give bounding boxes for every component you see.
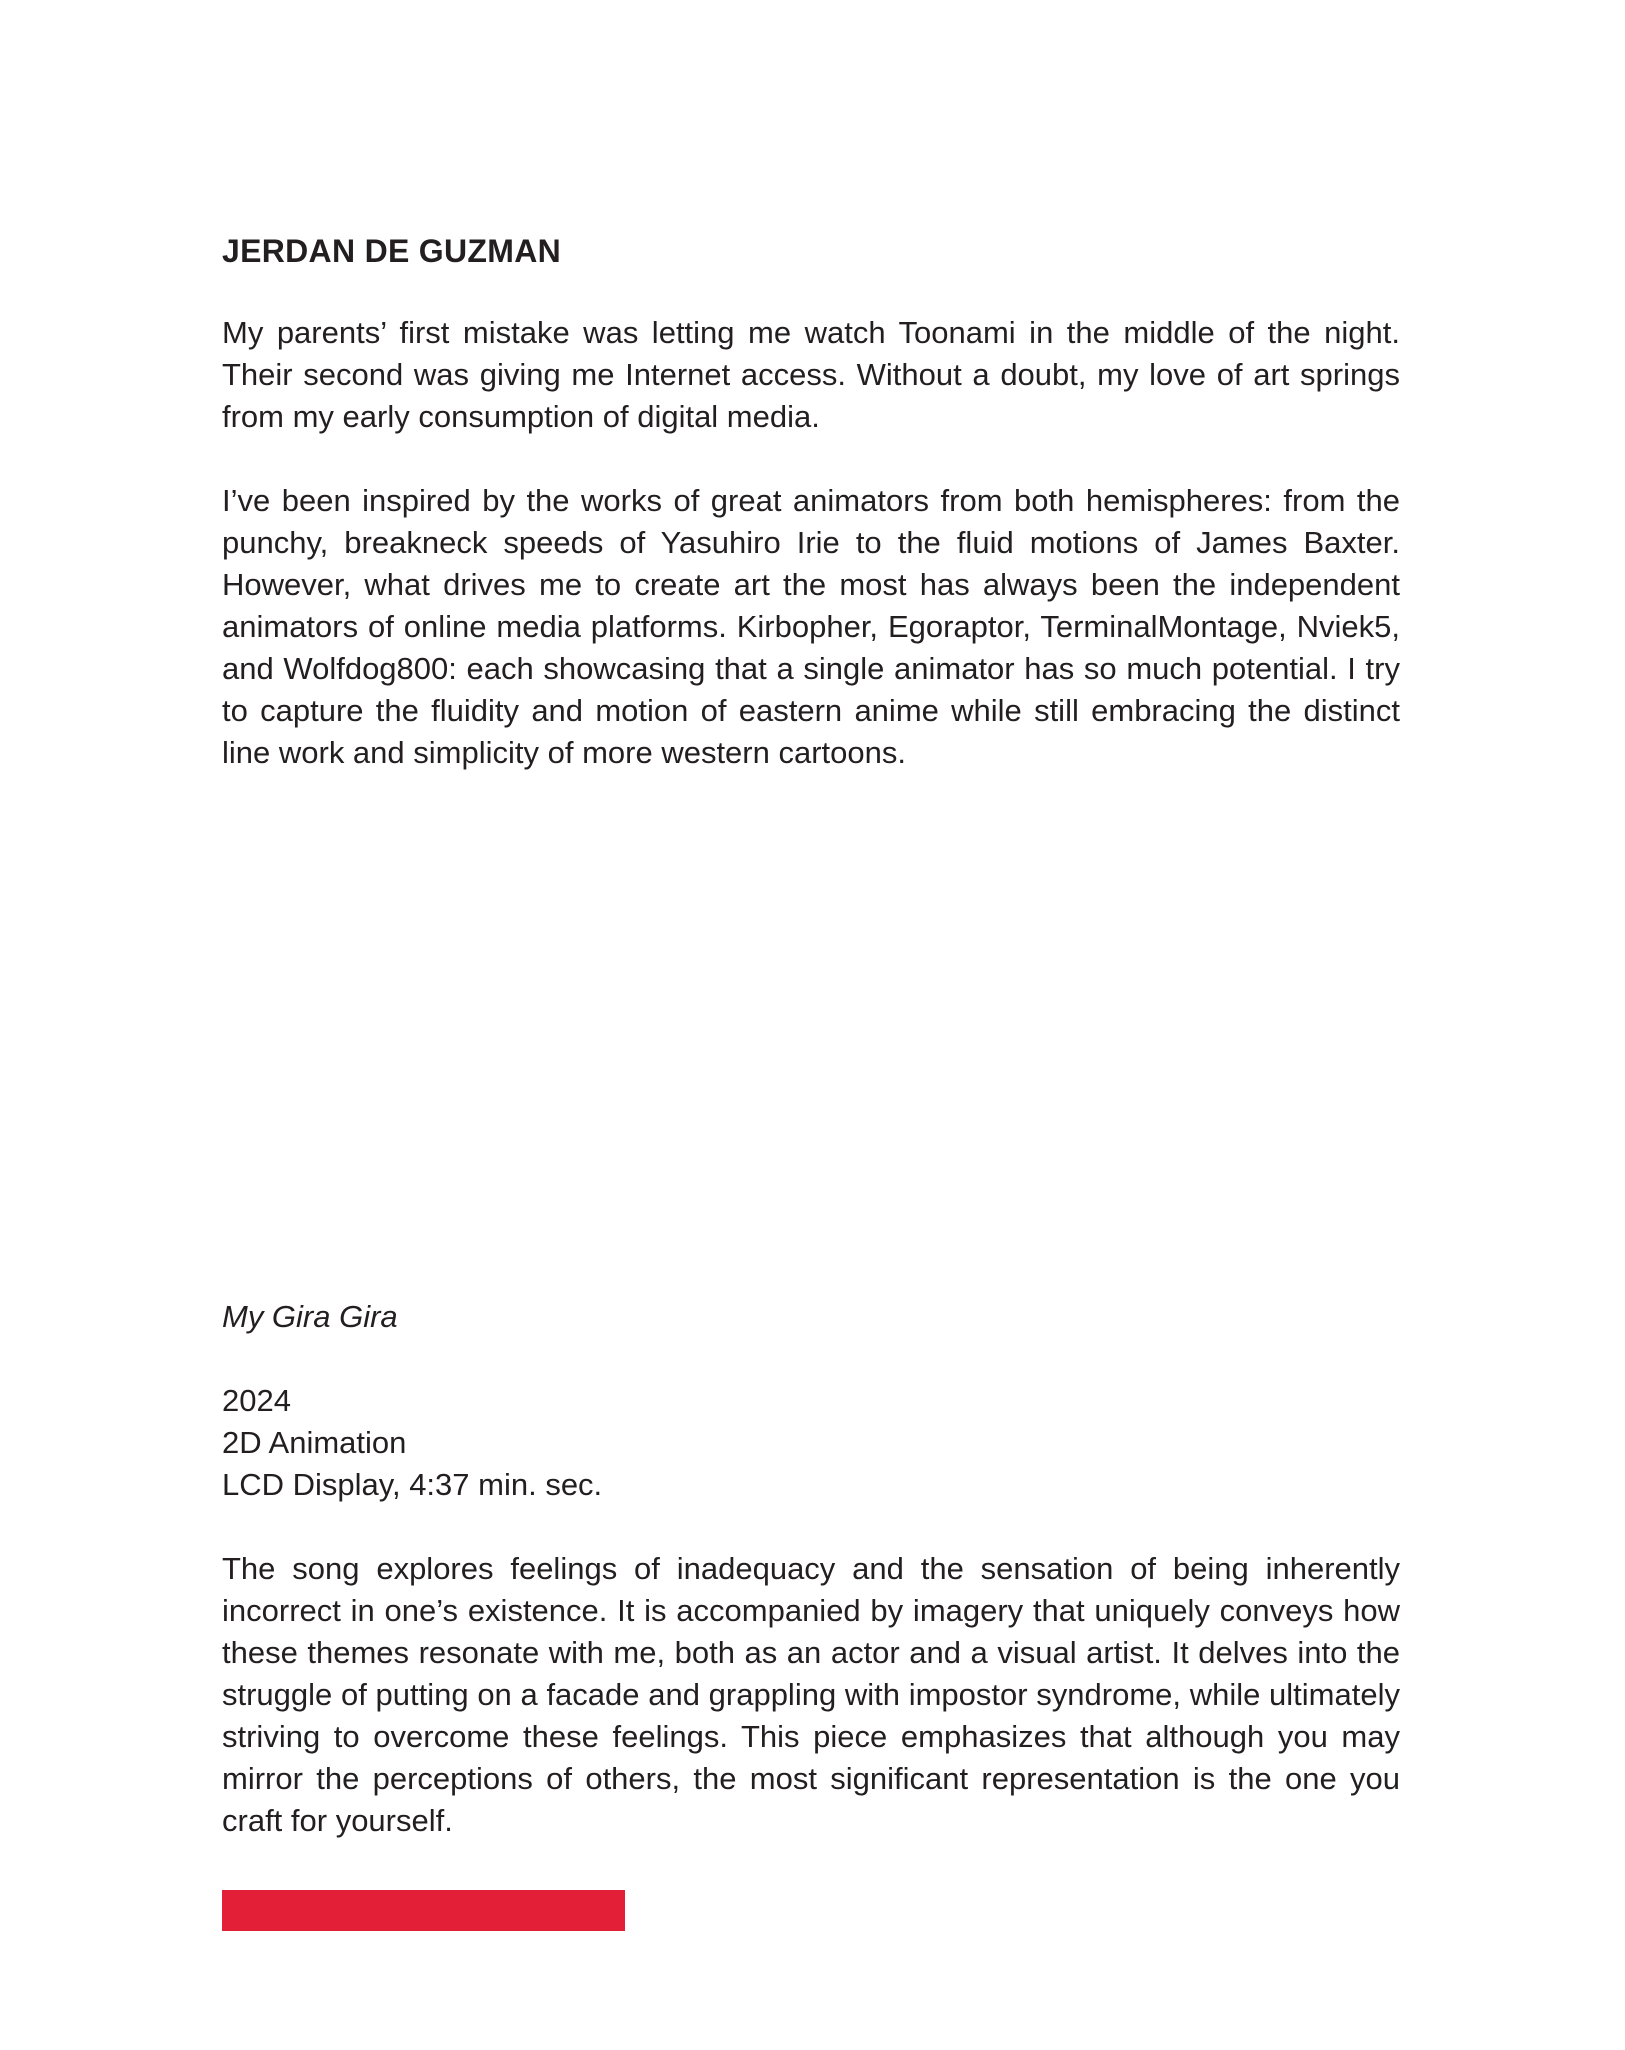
artwork-format: LCD Display, 4:37 min. sec. (222, 1467, 603, 1502)
accent-bar (222, 1890, 625, 1931)
artist-name: JERDAN DE GUZMAN (222, 233, 562, 269)
artwork-medium: 2D Animation (222, 1425, 407, 1460)
artwork-title: My Gira Gira (222, 1299, 398, 1334)
artwork-details (222, 1380, 1400, 1506)
bio-paragraph-2: I’ve been inspired by the works of great animators from both hemispheres: from the punchy, breakneck speeds of Yasuhiro Irie to the fluid motions of James Baxter. However, what drives me to create art the most has always been the independent animators of online media platforms. Kirbopher, Egoraptor, TerminalMontage, Nviek5, and Wolfdog800: each showcasing that a single animator has so much potential. I try to capture the fluidity and motion of eastern anime while still embracing the distinct line work and simplicity of more western cartoons. (222, 483, 1400, 770)
artwork-year: 2024 (222, 1383, 291, 1418)
artwork-description: The song explores feelings of inadequacy and the sensation of being inherently incorrect in one’s existence. It is accompanied by imagery that uniquely conveys how these themes resonate with me, both as an actor and a visual artist. It delves into the struggle of putting on a facade and grappling with impostor syndrome, while ultimately striving to overcome these feelings. This piece emphasizes that although you may mirror the perceptions of others, the most significant representation is the one you craft for yourself. (222, 1551, 1400, 1838)
bio-paragraph-1: My parents’ first mistake was letting me watch Toonami in the middle of the night. Their second was giving me Internet access. Without a doubt, my love of art springs from my early consumption of digital media. (222, 315, 1400, 434)
